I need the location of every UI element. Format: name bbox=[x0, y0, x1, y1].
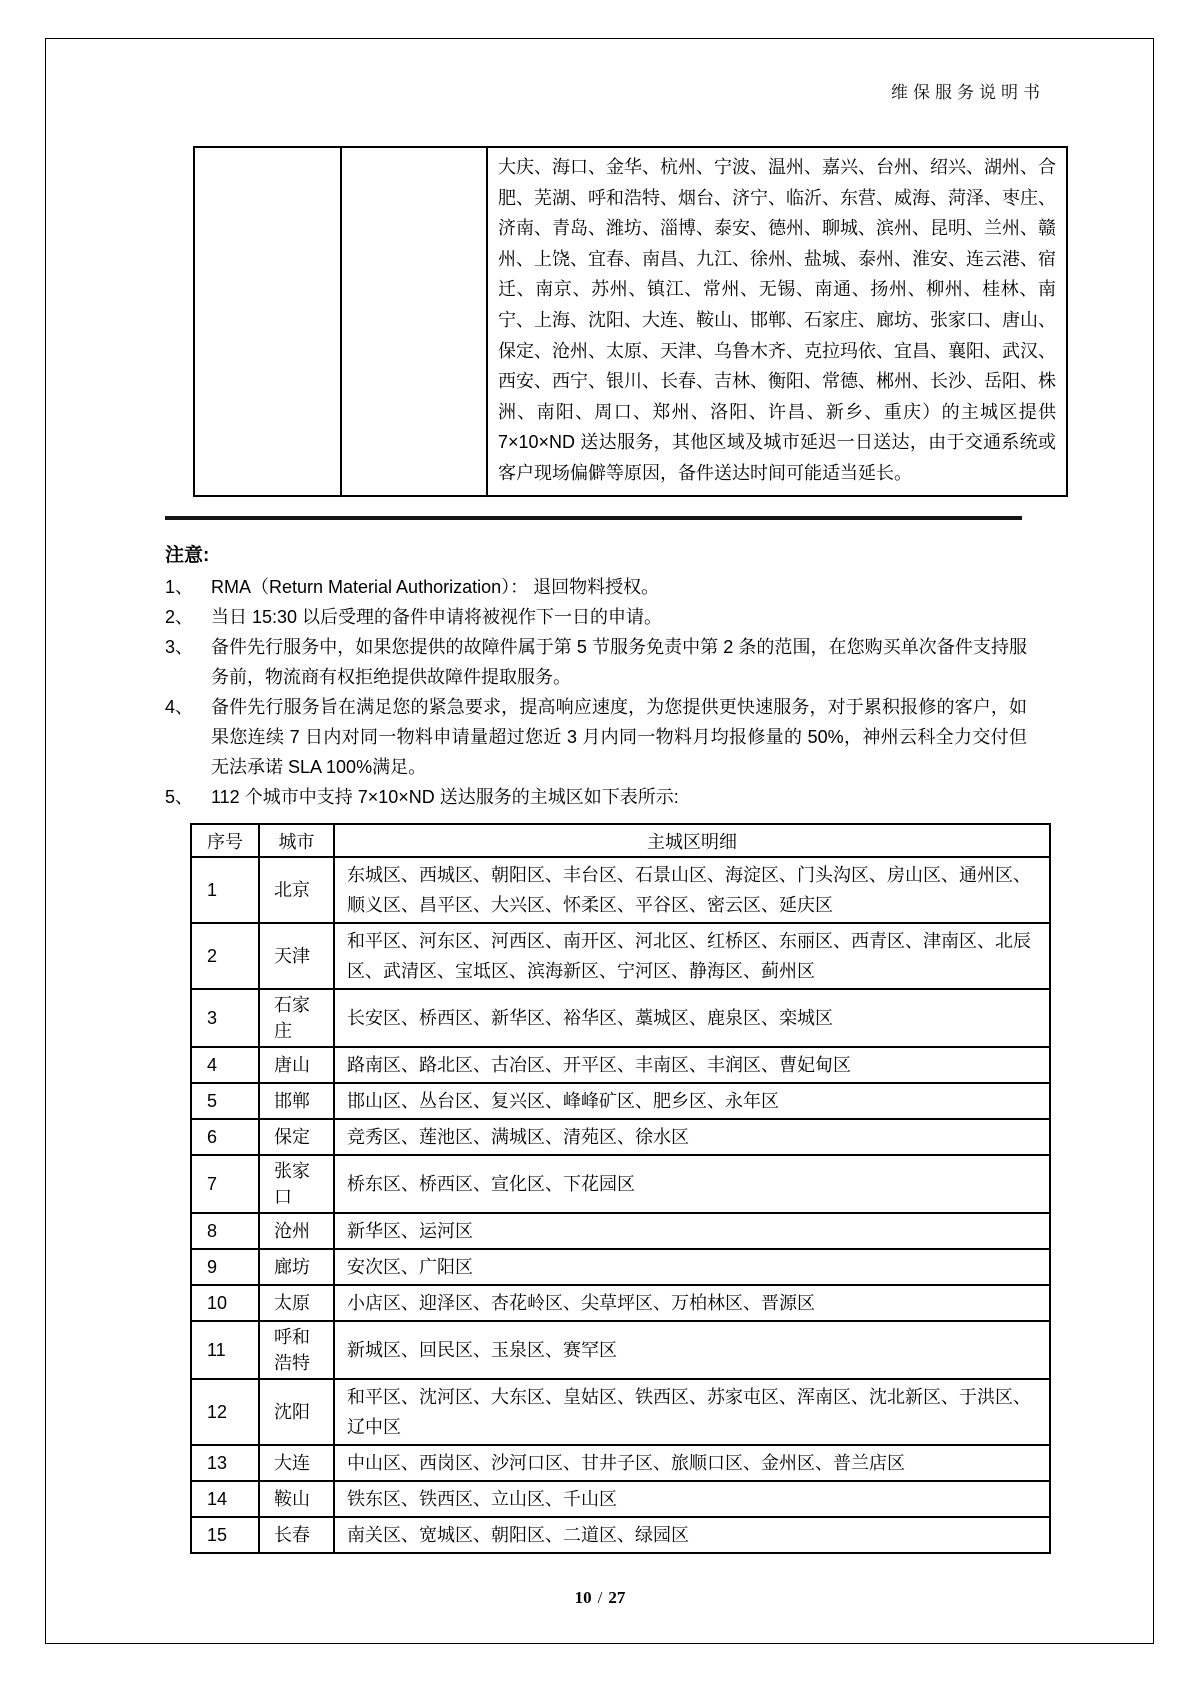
page-header-title: 维保服务说明书 bbox=[891, 83, 1045, 102]
cell-districts: 新城区、回民区、玉泉区、赛罕区 bbox=[334, 1321, 1050, 1379]
cell-city: 张家口 bbox=[259, 1155, 334, 1213]
table-row bbox=[191, 923, 1050, 989]
table-row bbox=[191, 1321, 1050, 1379]
cell-city: 呼和浩特 bbox=[259, 1321, 334, 1379]
cell-city: 沧州 bbox=[259, 1213, 334, 1249]
note-text: 112 个城市中支持 7×10×ND 送达服务的主城区如下表所示: bbox=[211, 787, 679, 807]
table-row bbox=[191, 1517, 1050, 1553]
table-row bbox=[191, 857, 1050, 923]
empty-cell-1 bbox=[194, 147, 341, 496]
table-row bbox=[191, 1481, 1050, 1517]
page-number-separator: / bbox=[597, 1588, 603, 1607]
header-city: 城市 bbox=[259, 824, 334, 857]
cell-seq: 11 bbox=[191, 1321, 259, 1379]
cell-seq: 3 bbox=[191, 989, 259, 1047]
delivery-cities-table bbox=[193, 146, 1068, 497]
table-row bbox=[191, 989, 1050, 1047]
note-number: 5、 bbox=[165, 787, 194, 807]
cell-seq: 5 bbox=[191, 1083, 259, 1119]
cell-city: 石家庄 bbox=[259, 989, 334, 1047]
table-row bbox=[191, 1285, 1050, 1321]
cell-seq: 14 bbox=[191, 1481, 259, 1517]
cell-city: 唐山 bbox=[259, 1047, 334, 1083]
cell-districts: 长安区、桥西区、新华区、裕华区、藁城区、鹿泉区、栾城区 bbox=[334, 989, 1050, 1047]
cell-districts: 新华区、运河区 bbox=[334, 1213, 1050, 1249]
table-row bbox=[194, 147, 1067, 496]
cell-city: 北京 bbox=[259, 857, 334, 923]
cell-seq: 12 bbox=[191, 1379, 259, 1445]
cell-city: 沈阳 bbox=[259, 1379, 334, 1445]
cell-seq: 10 bbox=[191, 1285, 259, 1321]
note-text: RMA（Return Material Authorization）： 退回物料授权。 bbox=[211, 577, 660, 597]
note-text: 备件先行服务旨在满足您的紧急要求，提高响应速度，为您提供更快速服务，对于累积报修的客户，如果您连续 7 日内对同一物料申请量超过您近 3 月内同一物料月均报修量的 50%，神州云科全力交付但无法承诺 SLA 100%满足。 bbox=[211, 697, 1027, 777]
page-number-current: 10 bbox=[574, 1588, 592, 1607]
cell-districts: 和平区、沈河区、大东区、皇姑区、铁西区、苏家屯区、浑南区、沈北新区、于洪区、辽中区 bbox=[334, 1379, 1050, 1445]
header-seq: 序号 bbox=[191, 824, 259, 857]
note-item-1 bbox=[165, 572, 1027, 602]
note-text: 备件先行服务中，如果您提供的故障件属于第 5 节服务免责中第 2 条的范围，在您购买单次备件支持服务前，物流商有权拒绝提供故障件提取服务。 bbox=[211, 637, 1027, 687]
cell-city: 保定 bbox=[259, 1119, 334, 1155]
notes-section bbox=[165, 541, 1027, 812]
cell-districts: 小店区、迎泽区、杏花岭区、尖草坪区、万柏林区、晋源区 bbox=[334, 1285, 1050, 1321]
notes-title: 注意: bbox=[165, 545, 210, 566]
table-header-row bbox=[191, 824, 1050, 857]
header-districts: 主城区明细 bbox=[334, 824, 1050, 857]
cell-districts: 和平区、河东区、河西区、南开区、河北区、红桥区、东丽区、西青区、津南区、北辰区、武清区、宝坻区、滨海新区、宁河区、静海区、蓟州区 bbox=[334, 923, 1050, 989]
table-row bbox=[191, 1379, 1050, 1445]
city-table-body bbox=[191, 857, 1050, 1553]
cell-city: 长春 bbox=[259, 1517, 334, 1553]
cell-districts: 竞秀区、莲池区、满城区、清苑区、徐水区 bbox=[334, 1119, 1050, 1155]
section-divider bbox=[165, 516, 1022, 520]
note-number: 3、 bbox=[165, 637, 194, 657]
empty-cell-2 bbox=[341, 147, 487, 496]
note-text: 当日 15:30 以后受理的备件申请将被视作下一日的申请。 bbox=[211, 607, 663, 627]
cell-seq: 2 bbox=[191, 923, 259, 989]
cell-districts: 南关区、宽城区、朝阳区、二道区、绿园区 bbox=[334, 1517, 1050, 1553]
table-row bbox=[191, 1249, 1050, 1285]
note-number: 4、 bbox=[165, 697, 194, 717]
cell-seq: 15 bbox=[191, 1517, 259, 1553]
cell-districts: 铁东区、铁西区、立山区、千山区 bbox=[334, 1481, 1050, 1517]
cell-seq: 8 bbox=[191, 1213, 259, 1249]
cell-seq: 1 bbox=[191, 857, 259, 923]
cell-seq: 9 bbox=[191, 1249, 259, 1285]
table-row bbox=[191, 1119, 1050, 1155]
cell-city: 太原 bbox=[259, 1285, 334, 1321]
cell-districts: 邯山区、丛台区、复兴区、峰峰矿区、肥乡区、永年区 bbox=[334, 1083, 1050, 1119]
note-number: 1、 bbox=[165, 577, 194, 597]
cell-city: 廊坊 bbox=[259, 1249, 334, 1285]
note-item-5 bbox=[165, 782, 1027, 812]
delivery-cities-text: 大庆、海口、金华、杭州、宁波、温州、嘉兴、台州、绍兴、湖州、合肥、芜湖、呼和浩特、烟台、济宁、临沂、东营、威海、菏泽、枣庄、济南、青岛、潍坊、淄博、泰安、德州、聊城、滨州、昆明、兰州、赣州、上饶、宜春、南昌、九江、徐州、盐城、泰州、淮安、连云港、宿迁、南京、苏州、镇江、常州、无锡、南通、扬州、柳州、桂林、南宁、上海、沈阳、大连、鞍山、邯郸、石家庄、廊坊、张家口、唐山、保定、沧州、太原、天津、乌鲁木齐、克拉玛依、宜昌、襄阳、武汉、西安、西宁、银川、长春、吉林、衡阳、常德、郴州、长沙、岳阳、株洲、南阳、周口、郑州、洛阳、许昌、新乡、重庆）的主城区提供 7×10×ND 送达服务，其他区域及城市延迟一日送达，由于交通系统或客户现场偏僻等原因，备件送达时间可能适当延长。 bbox=[487, 147, 1067, 496]
page-footer bbox=[0, 1588, 1200, 1608]
table-row bbox=[191, 1445, 1050, 1481]
cell-seq: 4 bbox=[191, 1047, 259, 1083]
city-districts-table bbox=[190, 823, 1051, 1554]
table-row bbox=[191, 1213, 1050, 1249]
table-row bbox=[191, 1047, 1050, 1083]
note-number: 2、 bbox=[165, 607, 194, 627]
cell-districts: 路南区、路北区、古冶区、开平区、丰南区、丰润区、曹妃甸区 bbox=[334, 1047, 1050, 1083]
cell-seq: 13 bbox=[191, 1445, 259, 1481]
cell-city: 邯郸 bbox=[259, 1083, 334, 1119]
cell-city: 鞍山 bbox=[259, 1481, 334, 1517]
note-item-4 bbox=[165, 692, 1027, 782]
cell-city: 天津 bbox=[259, 923, 334, 989]
cell-districts: 安次区、广阳区 bbox=[334, 1249, 1050, 1285]
note-item-3 bbox=[165, 632, 1027, 692]
page-number-total: 27 bbox=[608, 1588, 626, 1607]
cell-seq: 6 bbox=[191, 1119, 259, 1155]
cell-seq: 7 bbox=[191, 1155, 259, 1213]
cell-districts: 中山区、西岗区、沙河口区、甘井子区、旅顺口区、金州区、普兰店区 bbox=[334, 1445, 1050, 1481]
cell-city: 大连 bbox=[259, 1445, 334, 1481]
cell-districts: 桥东区、桥西区、宣化区、下花园区 bbox=[334, 1155, 1050, 1213]
table-row bbox=[191, 1083, 1050, 1119]
note-item-2 bbox=[165, 602, 1027, 632]
cell-districts: 东城区、西城区、朝阳区、丰台区、石景山区、海淀区、门头沟区、房山区、通州区、顺义区、昌平区、大兴区、怀柔区、平谷区、密云区、延庆区 bbox=[334, 857, 1050, 923]
table-row bbox=[191, 1155, 1050, 1213]
